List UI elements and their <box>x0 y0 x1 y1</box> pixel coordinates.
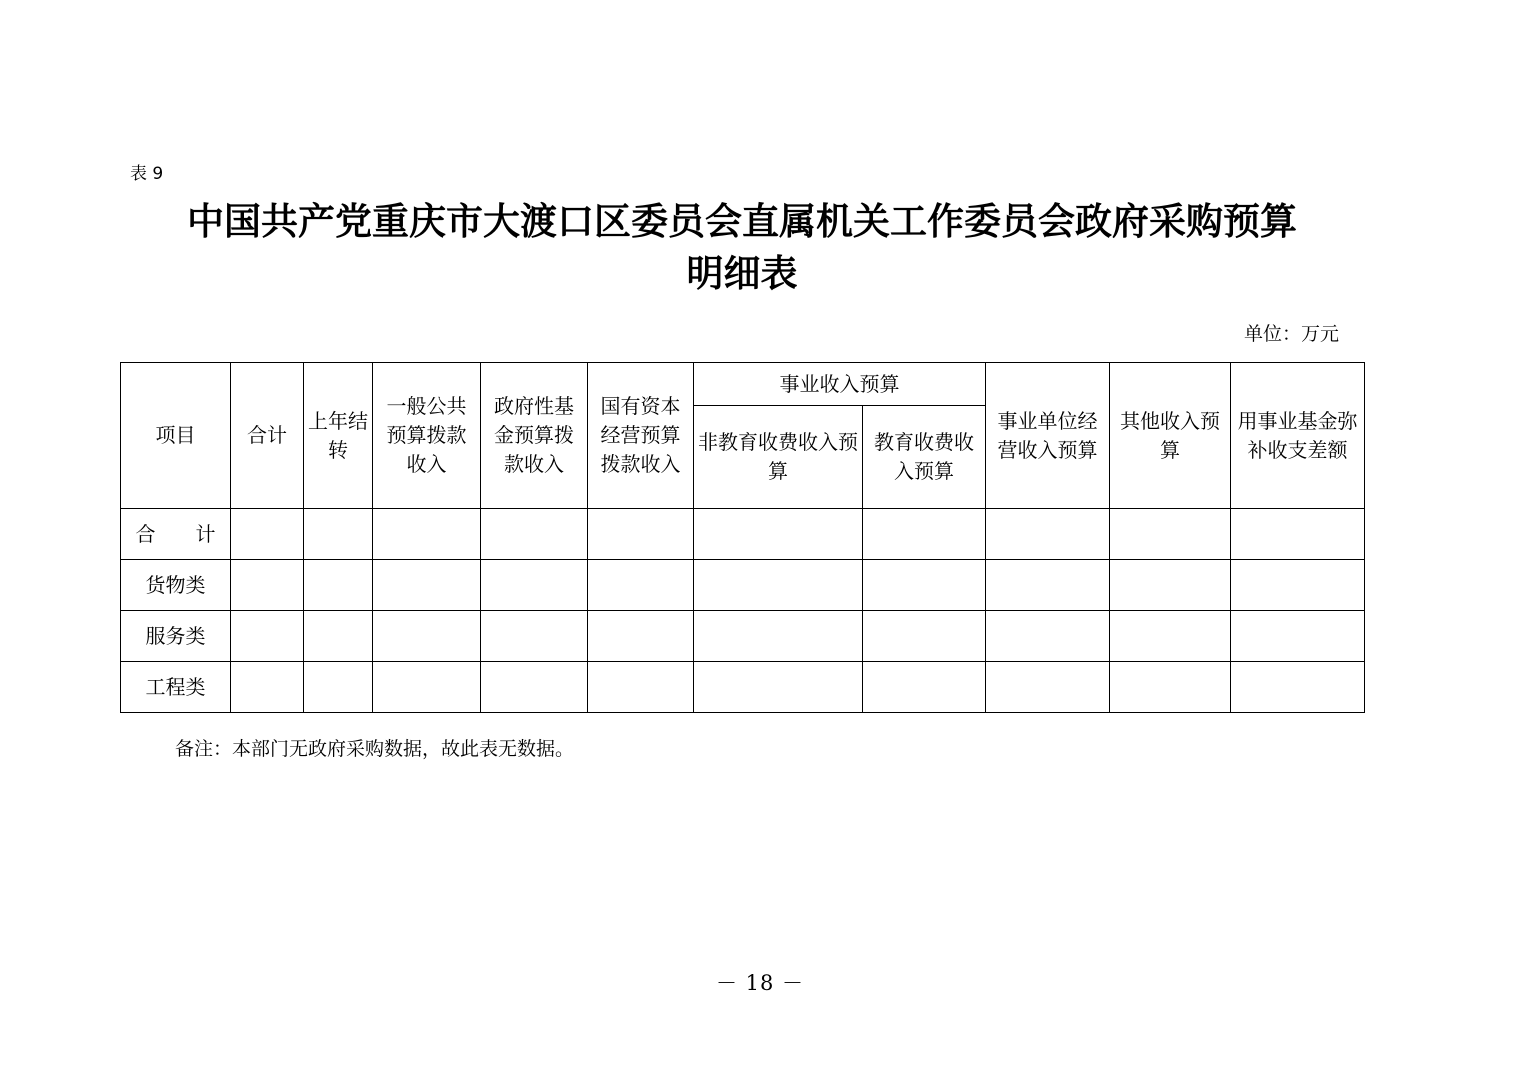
page-number: － 18 － <box>715 971 805 995</box>
header-prior-year-carryover: 上年结转 <box>304 363 373 509</box>
table-cell <box>694 611 863 662</box>
header-business-fund-offset: 用事业基金弥补收支差额 <box>1231 363 1365 509</box>
table-cell <box>863 509 986 560</box>
document-title-line2: 明细表 <box>686 252 798 295</box>
row-label: 合 计 <box>121 509 231 560</box>
header-other-income: 其他收入预算 <box>1110 363 1231 509</box>
header-non-education-fees: 非教育收费收入预算 <box>694 406 863 509</box>
procurement-budget-table <box>120 362 1365 713</box>
table-cell <box>1110 560 1231 611</box>
table-cell <box>304 611 373 662</box>
table-cell <box>481 509 588 560</box>
header-education-fees: 教育收费收入预算 <box>863 406 986 509</box>
header-total: 合计 <box>231 363 304 509</box>
table-cell <box>231 611 304 662</box>
table-cell <box>481 662 588 713</box>
table-cell <box>863 662 986 713</box>
row-label: 货物类 <box>121 560 231 611</box>
table-cell <box>1231 611 1365 662</box>
header-business-income-group: 事业收入预算 <box>694 363 986 406</box>
row-label: 工程类 <box>121 662 231 713</box>
table-cell <box>1110 611 1231 662</box>
table-cell <box>986 509 1110 560</box>
table-cell <box>481 560 588 611</box>
table-row-total <box>121 509 1365 560</box>
table-cell <box>863 611 986 662</box>
header-unit-operating-income: 事业单位经营收入预算 <box>986 363 1110 509</box>
table-cell <box>373 560 481 611</box>
table-cell <box>231 560 304 611</box>
table-cell <box>694 509 863 560</box>
table-cell <box>373 611 481 662</box>
table-cell <box>373 662 481 713</box>
table-cell <box>986 560 1110 611</box>
table-cell <box>304 560 373 611</box>
header-gov-fund-budget: 政府性基金预算拨款收入 <box>481 363 588 509</box>
table-row-goods <box>121 560 1365 611</box>
table-cell <box>304 662 373 713</box>
table-cell <box>1231 662 1365 713</box>
row-label: 服务类 <box>121 611 231 662</box>
table-cell <box>694 560 863 611</box>
table-cell <box>1110 509 1231 560</box>
unit-label: 单位：万元 <box>1243 323 1339 345</box>
table-cell <box>694 662 863 713</box>
table-cell <box>588 560 694 611</box>
table-number-label: 表 9 <box>130 164 164 184</box>
header-item: 项目 <box>121 363 231 509</box>
table-cell <box>1231 560 1365 611</box>
header-state-capital-budget: 国有资本经营预算拨款收入 <box>588 363 694 509</box>
table-cell <box>588 611 694 662</box>
table-row-construction <box>121 662 1365 713</box>
document-title-line1: 中国共产党重庆市大渡口区委员会直属机关工作委员会政府采购预算 <box>187 200 1297 243</box>
header-general-public-budget: 一般公共预算拨款收入 <box>373 363 481 509</box>
table-cell <box>588 509 694 560</box>
table-row-services <box>121 611 1365 662</box>
table-note: 备注：本部门无政府采购数据，故此表无数据。 <box>175 738 575 760</box>
table-cell <box>231 662 304 713</box>
table-cell <box>231 509 304 560</box>
table-cell <box>304 509 373 560</box>
table-cell <box>986 662 1110 713</box>
table-cell <box>373 509 481 560</box>
table-cell <box>588 662 694 713</box>
table-cell <box>1110 662 1231 713</box>
document-title <box>120 196 1364 300</box>
table-cell <box>863 560 986 611</box>
table-cell <box>986 611 1110 662</box>
table-cell <box>481 611 588 662</box>
table-cell <box>1231 509 1365 560</box>
